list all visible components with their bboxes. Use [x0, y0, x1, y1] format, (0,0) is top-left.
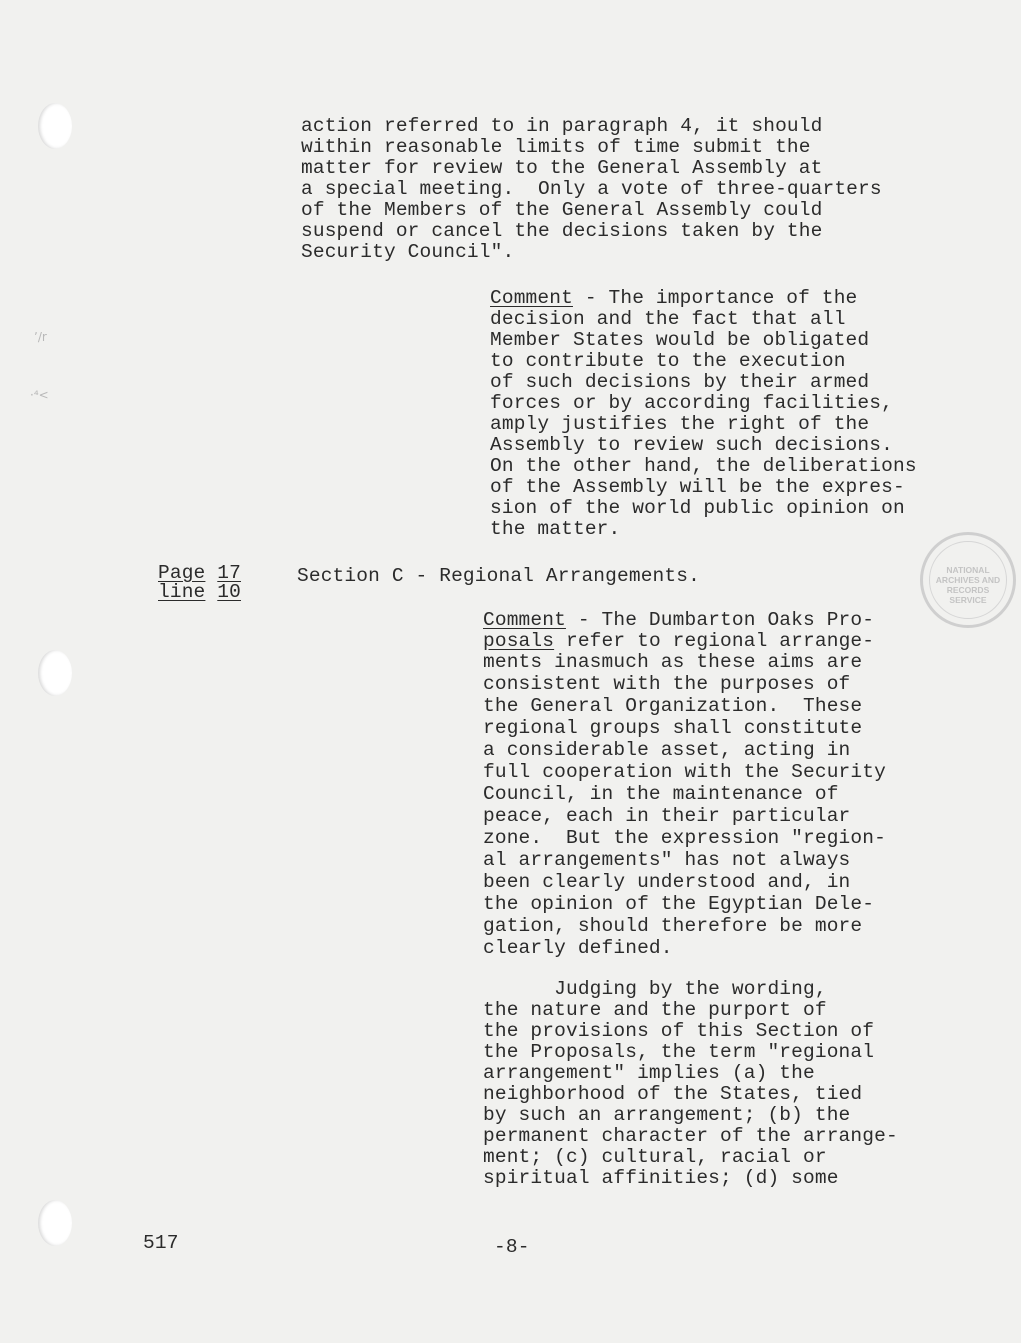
text-line: forces or by according facilities, [490, 392, 893, 414]
section-heading: Section C - Regional Arrangements. [297, 565, 700, 587]
text-line: Comment - The importance of the [490, 287, 858, 309]
text-line: ments inasmuch as these aims are [483, 651, 863, 673]
text-line: the Proposals, the term "regional [483, 1041, 875, 1063]
text-line: the provisions of this Section of [483, 1020, 875, 1042]
text-line: permanent character of the arrange- [483, 1125, 898, 1147]
text-line: Council, in the maintenance of [483, 783, 839, 805]
punch-hole-middle [38, 650, 72, 696]
text-line: the General Organization. These [483, 695, 863, 717]
text-line: the nature and the purport of [483, 999, 827, 1021]
text-line: a special meeting. Only a vote of three-quarters [301, 178, 882, 200]
comment-label: Comment [483, 609, 566, 631]
text-line: al arrangements" has not always [483, 849, 851, 871]
text-line: matter for review to the General Assembly at [301, 157, 823, 179]
text-line: Assembly to review such decisions. [490, 434, 893, 456]
text-line: by such an arrangement; (b) the [483, 1104, 851, 1126]
text-line: Security Council". [301, 241, 515, 263]
text-line: On the other hand, the deliberations [490, 455, 917, 477]
page-number: -8- [494, 1236, 530, 1258]
text-line: suspend or cancel the decisions taken by the [301, 220, 823, 242]
text-line: regional groups shall constitute [483, 717, 863, 739]
text-line: consistent with the purposes of [483, 673, 851, 695]
text-line: the matter. [490, 518, 621, 540]
page-reference: Page 17 [158, 562, 241, 584]
text-line: within reasonable limits of time submit the [301, 136, 811, 158]
text-line: clearly defined. [483, 937, 673, 959]
line-reference: line 10 [158, 581, 241, 603]
text-line: decision and the fact that all [490, 308, 846, 330]
punch-hole-bottom [38, 1200, 72, 1246]
comment-label: Comment [490, 287, 573, 309]
text-line: neighborhood of the States, tied [483, 1083, 863, 1105]
text-line: the opinion of the Egyptian Dele- [483, 893, 875, 915]
text-line: action referred to in paragraph 4, it should [301, 115, 823, 137]
text-line: of such decisions by their armed [490, 371, 870, 393]
text-line: Comment - The Dumbarton Oaks Pro- [483, 609, 875, 631]
text-line: been clearly understood and, in [483, 871, 851, 893]
text-line: Judging by the wording, [483, 978, 827, 1000]
text-line: of the Assembly will be the expres- [490, 476, 905, 498]
text-line: ment; (c) cultural, racial or [483, 1146, 827, 1168]
margin-pencil-mark: ·⁴< [30, 388, 49, 402]
text-line: of the Members of the General Assembly could [301, 199, 823, 221]
text-line: gation, should therefore be more [483, 915, 863, 937]
text-line: posals refer to regional arrange- [483, 630, 875, 652]
text-line: amply justifies the right of the [490, 413, 870, 435]
text-line: arrangement" implies (a) the [483, 1062, 815, 1084]
punch-hole-top [38, 103, 72, 149]
text-line: zone. But the expression "region- [483, 827, 886, 849]
text-line: sion of the world public opinion on [490, 497, 905, 519]
document-number: 517 [143, 1232, 179, 1254]
text-line: Member States would be obligated [490, 329, 870, 351]
archive-stamp: NATIONAL ARCHIVES AND RECORDS SERVICE [920, 532, 1016, 628]
text-line: peace, each in their particular [483, 805, 851, 827]
text-line: full cooperation with the Security [483, 761, 886, 783]
text-line: to contribute to the execution [490, 350, 846, 372]
text-line: spiritual affinities; (d) some [483, 1167, 839, 1189]
margin-pencil-mark: ʼ/r [34, 330, 47, 344]
text-line: a considerable asset, acting in [483, 739, 851, 761]
